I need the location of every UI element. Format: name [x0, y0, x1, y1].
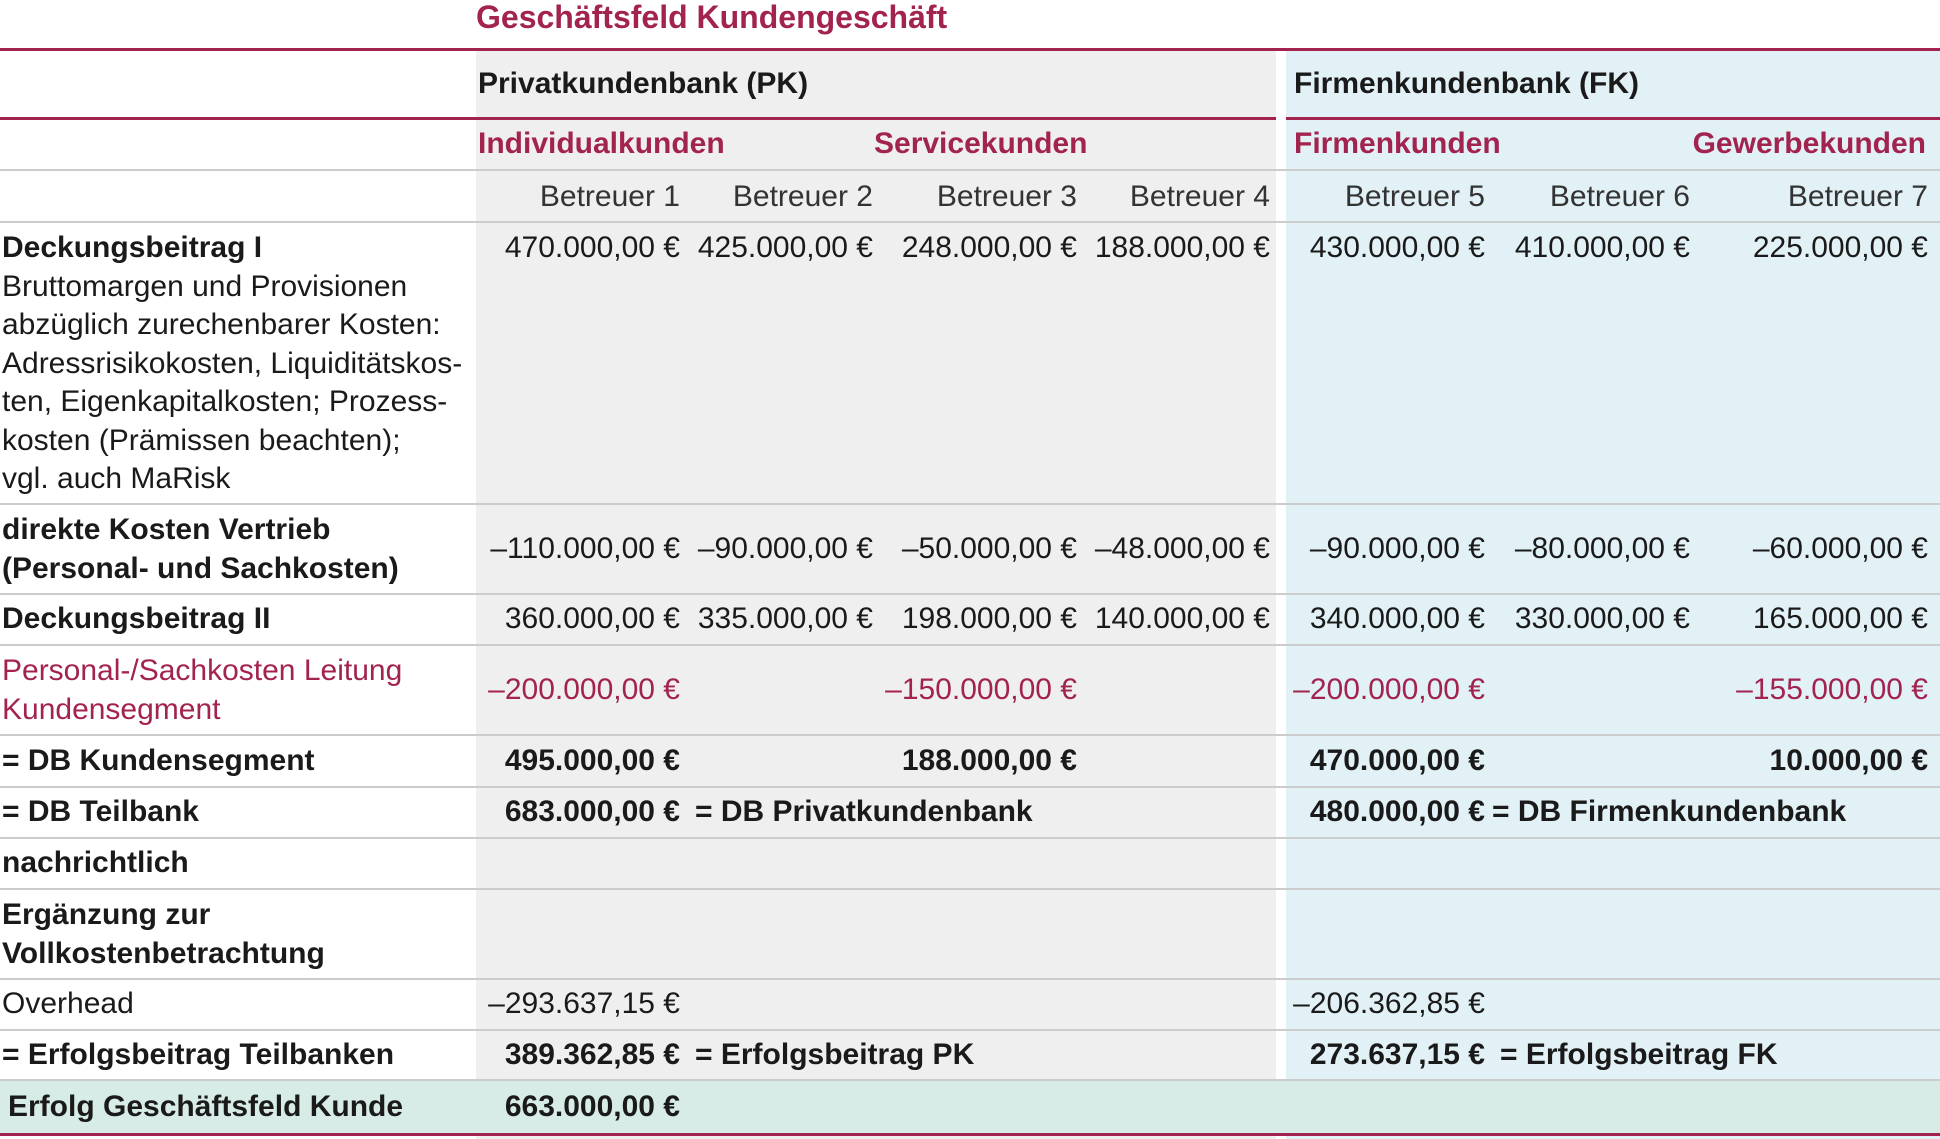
- value-cell: –90.000,00 €: [1309, 532, 1485, 565]
- value-cell: 188.000,00 €: [901, 744, 1077, 777]
- row-label-db-segment: = DB Kundensegment: [2, 744, 315, 777]
- row-label-nachrichtlich: nachrichtlich: [2, 846, 189, 879]
- value-annotation: = Erfolgsbeitrag FK: [1500, 1038, 1778, 1071]
- row-description-line: ten, Eigenkapitalkosten; Prozess-: [2, 385, 448, 418]
- fk-header-rule: [1286, 117, 1940, 120]
- segment-gewerbe-header: Gewerbekunden: [1692, 127, 1926, 160]
- row-title: Vollkostenbetrachtung: [2, 936, 325, 970]
- advisor-header: Betreuer 4: [1129, 180, 1270, 213]
- row-divider: [0, 221, 1940, 223]
- bottom-rule: [0, 1133, 1940, 1136]
- value-cell: –110.000,00 €: [490, 532, 680, 565]
- value-cell: 140.000,00 €: [1094, 602, 1270, 635]
- value-cell: 410.000,00 €: [1514, 231, 1690, 264]
- row-divider: [0, 837, 1940, 839]
- value-annotation: = Erfolgsbeitrag PK: [695, 1038, 975, 1071]
- row-title: direkte Kosten Vertrieb: [2, 513, 331, 546]
- row-divider: [0, 503, 1940, 505]
- value-cell: –155.000,00 €: [1736, 673, 1928, 706]
- row-description-line: Adressrisikokosten, Liquiditätskos-: [2, 346, 463, 380]
- value-cell: 470.000,00 €: [1309, 744, 1485, 777]
- row-divider: [0, 888, 1940, 890]
- advisor-header: Betreuer 5: [1344, 180, 1485, 213]
- value-cell: 389.362,85 €: [504, 1038, 680, 1071]
- advisor-header: Betreuer 3: [936, 180, 1077, 213]
- advisor-header: Betreuer 7: [1787, 180, 1928, 213]
- row-divider: [0, 1079, 1940, 1081]
- value-cell: –200.000,00 €: [488, 673, 680, 706]
- value-annotation: = DB Firmenkundenbank: [1492, 795, 1847, 828]
- row-divider: [0, 593, 1940, 595]
- value-cell: –90.000,00 €: [697, 532, 873, 565]
- row-description-line: kosten (Prämissen beachten);: [2, 423, 401, 457]
- row-description-line: abzüglich zurechenbarer Kosten:: [2, 308, 441, 341]
- value-cell: –60.000,00 €: [1752, 532, 1928, 565]
- row-title: Personal-/Sachkosten Leitung: [2, 654, 403, 687]
- pk-header: Privatkundenbank (PK): [478, 67, 809, 100]
- row-title: Deckungsbeitrag I: [2, 231, 263, 264]
- row-divider: [0, 734, 1940, 736]
- row-divider: [0, 978, 1940, 980]
- row-divider: [0, 786, 1940, 788]
- fk-header: Firmenkundenbank (FK): [1294, 67, 1640, 100]
- row-label-db2: Deckungsbeitrag II: [2, 602, 271, 635]
- row-divider: [0, 1029, 1940, 1031]
- page-title: Geschäftsfeld Kundengeschäft: [476, 0, 948, 35]
- segment-individual-header: Individualkunden: [478, 127, 725, 160]
- value-cell: –50.000,00 €: [901, 532, 1077, 565]
- value-cell: 165.000,00 €: [1752, 602, 1928, 635]
- segment-firmen-header: Firmenkunden: [1294, 127, 1501, 160]
- value-cell: 335.000,00 €: [697, 602, 873, 635]
- value-cell: 360.000,00 €: [504, 602, 680, 635]
- value-cell: 495.000,00 €: [504, 744, 680, 777]
- row-label-erfolg-total: Erfolg Geschäftsfeld Kunde: [8, 1090, 404, 1123]
- value-cell: –200.000,00 €: [1293, 673, 1485, 706]
- row-title: (Personal- und Sachkosten): [2, 551, 399, 585]
- value-cell: 340.000,00 €: [1309, 602, 1485, 635]
- row-label-db-teilbank: = DB Teilbank: [2, 795, 199, 828]
- row-description-line: vgl. auch MaRisk: [2, 462, 231, 495]
- segment-service-header: Servicekunden: [874, 127, 1088, 160]
- value-annotation: = DB Privatkundenbank: [695, 795, 1033, 828]
- row-label-overhead: Overhead: [2, 987, 134, 1020]
- row-label-erfolg-teilbanken: = Erfolgsbeitrag Teilbanken: [2, 1038, 395, 1071]
- value-cell: –80.000,00 €: [1514, 532, 1690, 565]
- row-label-ergaenzung: [2, 896, 325, 973]
- row-label-leitung: [2, 652, 402, 729]
- value-cell: –150.000,00 €: [885, 673, 1077, 706]
- value-cell: 273.637,15 €: [1309, 1038, 1485, 1071]
- value-cell: 225.000,00 €: [1752, 231, 1928, 264]
- row-divider: [0, 169, 1940, 171]
- value-cell: 683.000,00 €: [504, 795, 680, 828]
- row-title: Kundensegment: [2, 692, 221, 726]
- value-cell: 10.000,00 €: [1769, 744, 1928, 777]
- row-label-db1: [2, 229, 462, 499]
- row-title: Ergänzung zur: [2, 898, 211, 931]
- value-cell: –206.362,85 €: [1293, 987, 1485, 1020]
- advisor-header: Betreuer 2: [732, 180, 873, 213]
- value-cell: –293.637,15 €: [488, 987, 680, 1020]
- value-cell: 330.000,00 €: [1514, 602, 1690, 635]
- row-label-direct-costs: [2, 511, 399, 588]
- row-description-line: Bruttomargen und Provisionen: [2, 269, 408, 303]
- advisor-header: Betreuer 6: [1549, 180, 1690, 213]
- value-cell: 188.000,00 €: [1094, 231, 1270, 264]
- value-cell: 480.000,00 €: [1309, 795, 1485, 828]
- advisor-header: Betreuer 1: [539, 180, 680, 213]
- pk-header-rule: [0, 117, 1276, 120]
- total-value: 663.000,00 €: [504, 1090, 680, 1123]
- top-rule: [0, 48, 1940, 51]
- value-cell: –48.000,00 €: [1094, 532, 1270, 565]
- value-cell: 430.000,00 €: [1309, 231, 1485, 264]
- value-cell: 248.000,00 €: [901, 231, 1077, 264]
- value-cell: 425.000,00 €: [697, 231, 873, 264]
- row-divider: [0, 644, 1940, 646]
- value-cell: 198.000,00 €: [901, 602, 1077, 635]
- value-cell: 470.000,00 €: [504, 231, 680, 264]
